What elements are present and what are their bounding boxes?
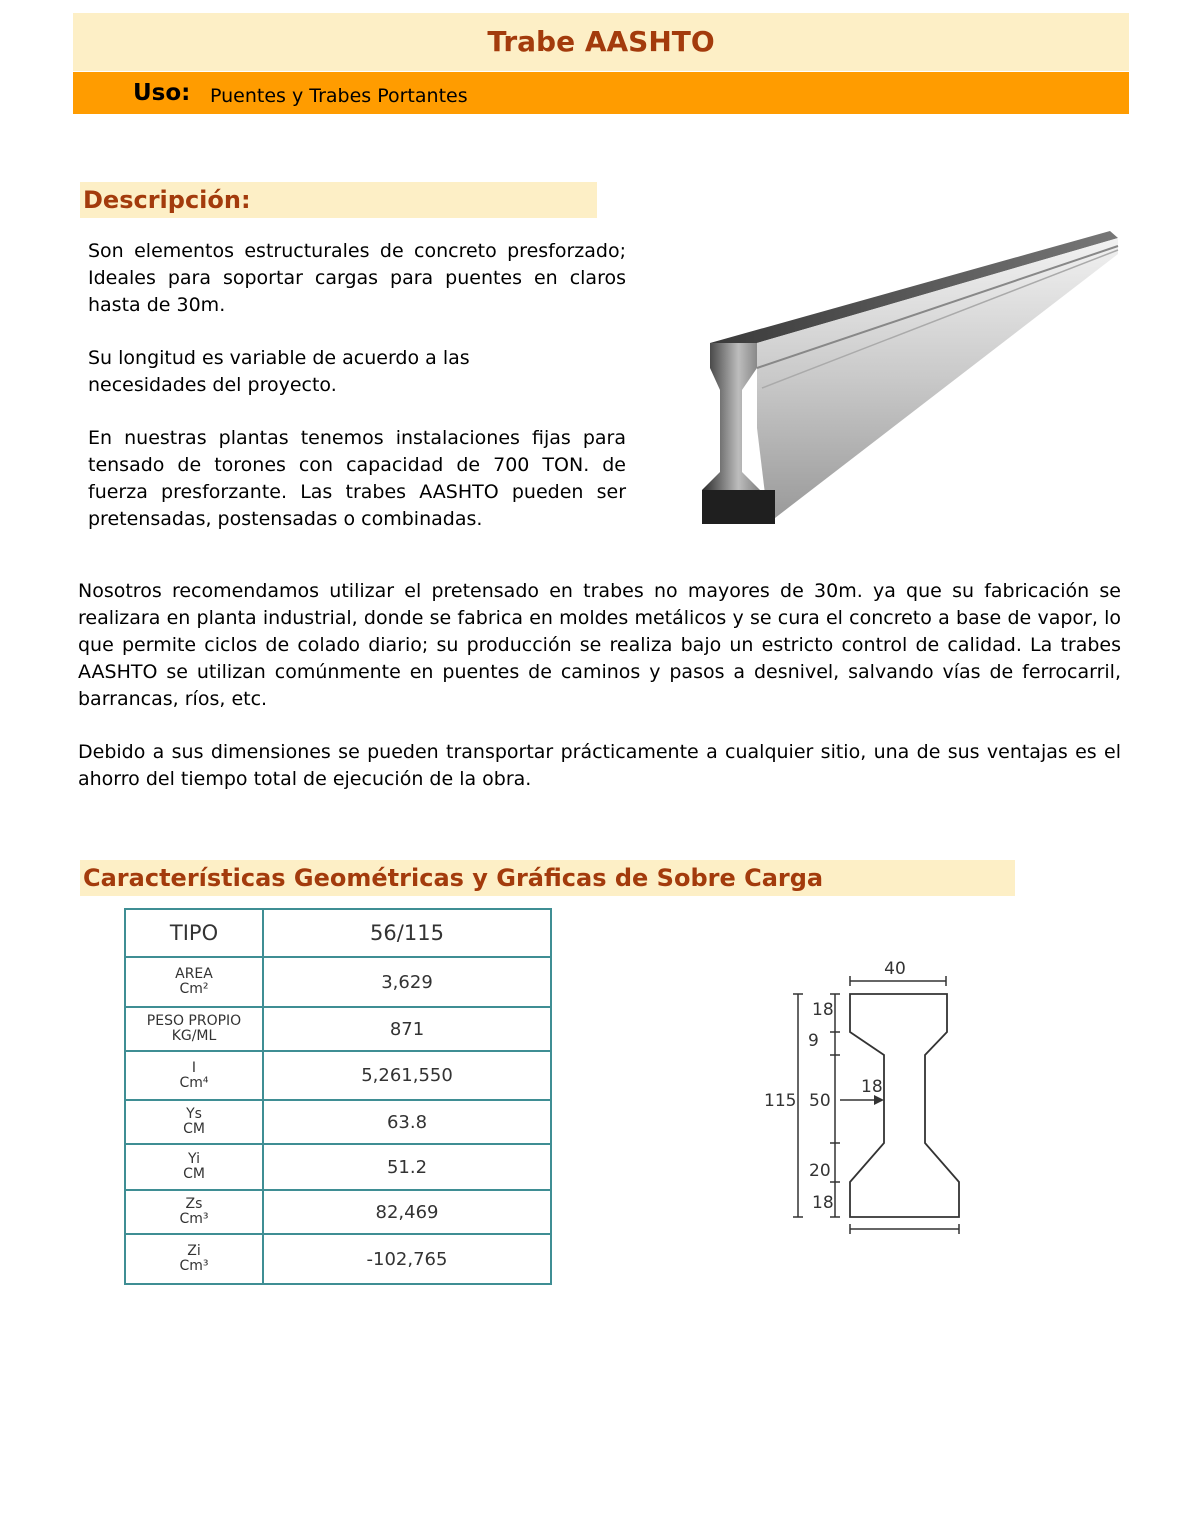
title-band bbox=[73, 13, 1129, 71]
property-label bbox=[125, 1007, 263, 1051]
body-paragraph: Debido a sus dimensiones se pueden transportar prácticamente a cualquier sitio, una de sus ventajas es el ahorro del tiempo total de ejecución de la obra. bbox=[78, 741, 1121, 790]
web-height-label: 50 bbox=[809, 1091, 831, 1111]
cross-section-diagram bbox=[760, 955, 970, 1240]
property-value: 82,469 bbox=[263, 1190, 551, 1234]
property-label bbox=[125, 1190, 263, 1234]
property-label bbox=[125, 1100, 263, 1144]
body-text bbox=[78, 578, 1121, 819]
property-unit: Cm³ bbox=[179, 1258, 209, 1274]
property-unit: Cm² bbox=[179, 981, 209, 997]
properties-table bbox=[124, 908, 552, 1285]
uso-value: Puentes y Trabes Portantes bbox=[210, 85, 468, 107]
body-paragraph: Nosotros recomendamos utilizar el pretensado en trabes no mayores de 30m. ya que su fabricación se realizara en planta industrial, donde se fabrica en moldes metálicos y se cura el concreto a base de vapor, lo que permite ciclos de colado diario; su producción se realiza bajo un estricto control de calidad. La trabes AASHTO se utilizan comúnmente en puentes de caminos y pasos a desnivel, salvando vías de ferrocarril, barrancas, ríos, etc. bbox=[78, 580, 1121, 710]
table-row bbox=[125, 1051, 551, 1100]
bottom-flange-label: 18 bbox=[812, 1193, 834, 1213]
table-row bbox=[125, 1007, 551, 1051]
table-row bbox=[125, 1234, 551, 1284]
uso-band bbox=[73, 72, 1129, 114]
table-row bbox=[125, 1100, 551, 1144]
bottom-taper-label: 20 bbox=[809, 1161, 831, 1181]
property-unit: CM bbox=[183, 1121, 205, 1137]
property-name: Yi bbox=[188, 1151, 200, 1167]
property-value: 51.2 bbox=[263, 1144, 551, 1190]
table-row bbox=[125, 1144, 551, 1190]
top-flange-label: 18 bbox=[812, 1000, 834, 1020]
property-name: Zi bbox=[187, 1243, 201, 1259]
property-name: PESO PROPIO bbox=[146, 1013, 242, 1029]
aashto-beam-image bbox=[700, 228, 1120, 526]
table-row bbox=[125, 957, 551, 1007]
caracteristicas-heading: Características Geométricas y Gráficas de Sobre Carga bbox=[83, 864, 824, 892]
top-width-label: 40 bbox=[884, 959, 906, 979]
descripcion-heading-band bbox=[80, 182, 597, 218]
property-value: 3,629 bbox=[263, 957, 551, 1007]
caracteristicas-heading-band bbox=[80, 860, 1015, 896]
table-header-row bbox=[125, 909, 551, 957]
property-name: I bbox=[191, 1059, 197, 1076]
property-unit: Cm³ bbox=[179, 1211, 209, 1227]
property-label bbox=[125, 957, 263, 1007]
top-taper-label: 9 bbox=[808, 1031, 819, 1051]
desc-paragraph: En nuestras plantas tenemos instalaciones fijas para tensado de torones con capacidad de 700 TON. de fuerza presforzante. Las trabes AASHTO pueden ser pretensadas, postensadas o combinadas. bbox=[88, 427, 626, 530]
property-name: Ys bbox=[186, 1106, 202, 1122]
property-value: -102,765 bbox=[263, 1234, 551, 1284]
property-label bbox=[125, 1144, 263, 1190]
table-header-cell: 56/115 bbox=[263, 909, 551, 957]
property-label bbox=[125, 1234, 263, 1284]
property-unit: CM bbox=[183, 1166, 205, 1182]
descripcion-text bbox=[88, 238, 626, 533]
property-label bbox=[125, 1051, 263, 1100]
property-value: 63.8 bbox=[263, 1100, 551, 1144]
desc-paragraph: Su longitud es variable de acuerdo a las necesidades del proyecto. bbox=[88, 347, 470, 396]
property-value: 5,261,550 bbox=[263, 1051, 551, 1100]
page-title: Trabe AASHTO bbox=[487, 25, 715, 58]
property-value: 871 bbox=[263, 1007, 551, 1051]
property-name: Zs bbox=[185, 1196, 203, 1212]
i-section-outline bbox=[850, 994, 959, 1217]
web-width-label: 18 bbox=[861, 1077, 883, 1097]
table-row bbox=[125, 1190, 551, 1234]
table-header-cell: TIPO bbox=[125, 909, 263, 957]
uso-label: Uso: bbox=[133, 80, 191, 106]
descripcion-heading: Descripción: bbox=[83, 186, 251, 214]
property-unit: KG/ML bbox=[171, 1028, 217, 1044]
property-unit: Cm⁴ bbox=[179, 1074, 209, 1091]
property-name: AREA bbox=[175, 966, 213, 982]
desc-paragraph: Son elementos estructurales de concreto presforzado; Ideales para soportar cargas para puentes en claros hasta de 30m. bbox=[88, 240, 626, 316]
total-height-label: 115 bbox=[764, 1091, 797, 1111]
